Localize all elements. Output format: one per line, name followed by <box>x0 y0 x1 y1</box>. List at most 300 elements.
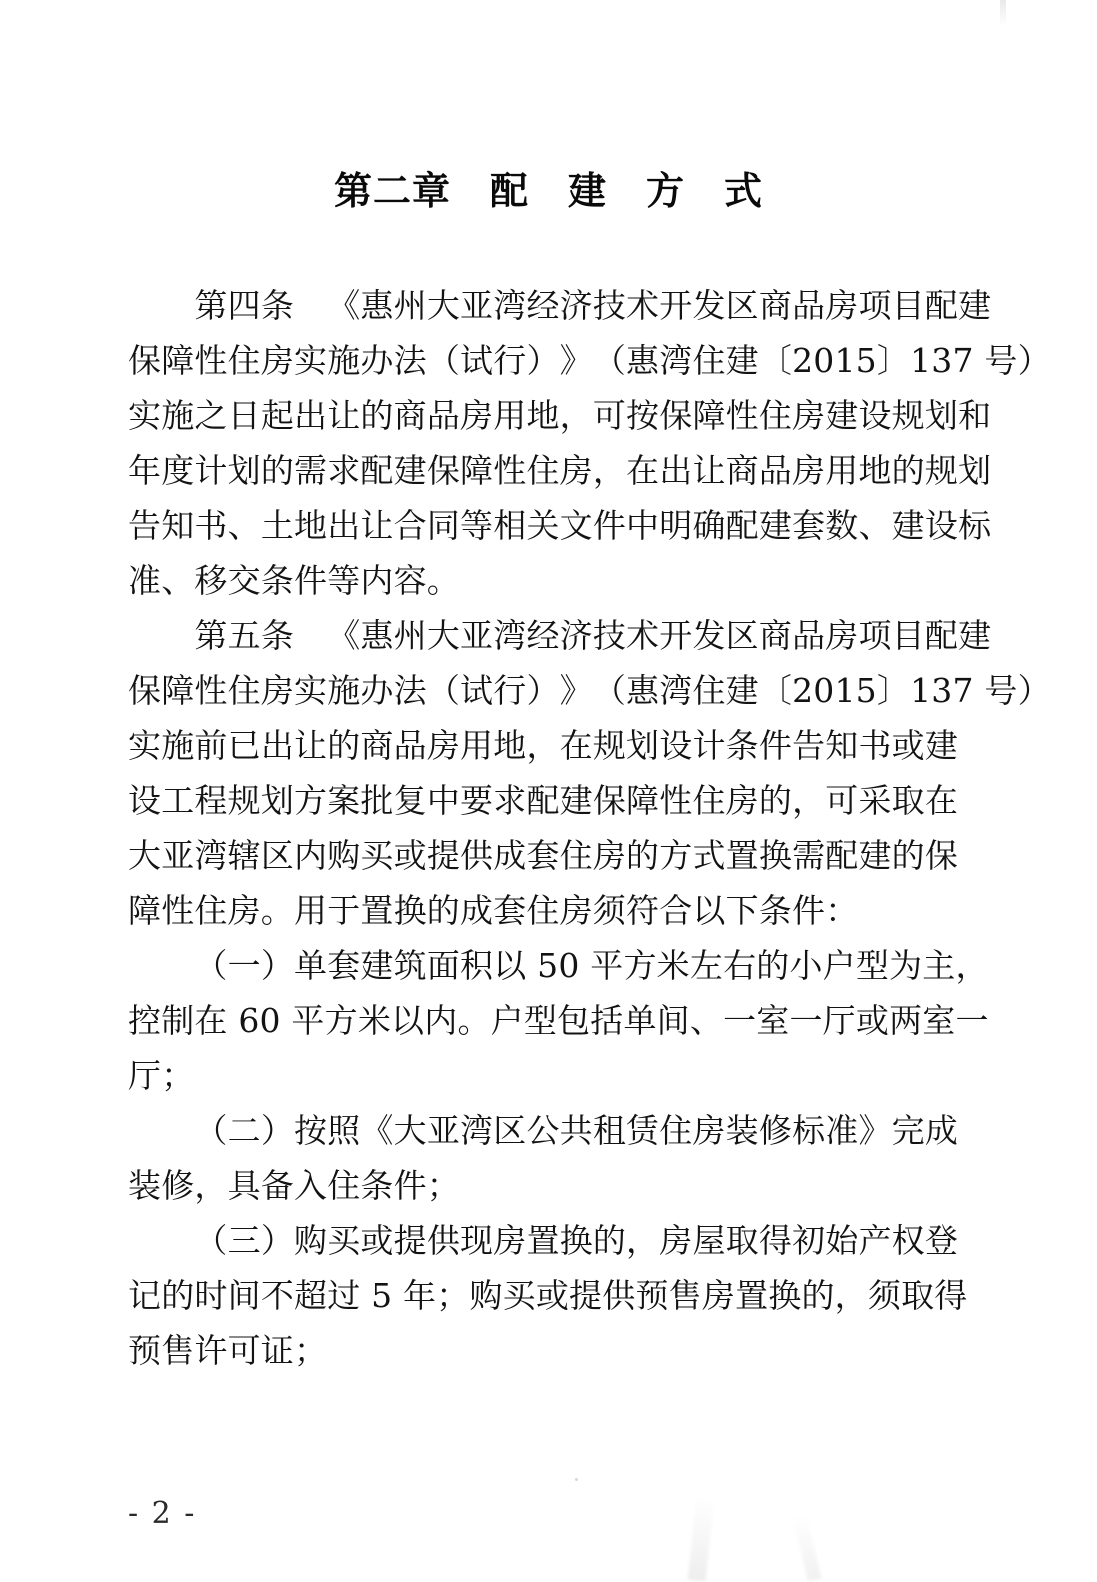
glyph: 、 <box>689 1001 724 1040</box>
glyph: 的 <box>801 1276 835 1315</box>
glyph: 障 <box>460 451 494 490</box>
glyph: 划 <box>924 396 959 435</box>
glyph: 〔 <box>758 671 793 710</box>
glyph: 配 <box>725 506 759 545</box>
glyph: 计 <box>692 726 726 765</box>
glyph: ） <box>1017 341 1051 380</box>
glyph: 确 <box>692 506 726 545</box>
glyph: 建 <box>858 836 892 875</box>
glyph: 供 <box>426 1221 461 1260</box>
glyph: 大 <box>393 1111 427 1150</box>
glyph: 障 <box>161 671 195 710</box>
glyph: 第 <box>194 286 228 325</box>
glyph: 惠 <box>360 286 394 325</box>
glyph: ， <box>792 781 826 820</box>
glyph: 提 <box>569 1276 603 1315</box>
glyph: 房 <box>426 726 461 765</box>
glyph: 1 <box>834 341 856 380</box>
glyph: ） <box>260 1111 295 1150</box>
glyph: ， <box>592 451 627 490</box>
glyph: 住 <box>692 781 726 820</box>
glyph: 品 <box>792 616 826 655</box>
glyph: 性 <box>725 396 759 435</box>
glyph: 度 <box>161 451 195 490</box>
glyph: 行 <box>493 671 527 710</box>
glyph <box>228 993 239 1048</box>
glyph: 》 <box>559 671 593 710</box>
glyph: 用 <box>460 726 494 765</box>
glyph: 的 <box>891 836 925 875</box>
glyph: 辖 <box>227 836 261 875</box>
glyph: 实 <box>128 726 162 765</box>
glyph: 规 <box>891 396 925 435</box>
glyph: 按 <box>294 1111 328 1150</box>
glyph: 保 <box>128 341 162 380</box>
glyph: 区 <box>725 616 759 655</box>
glyph: 〔 <box>758 341 793 380</box>
document-body <box>128 278 1051 1378</box>
glyph: 规 <box>227 781 261 820</box>
glyph <box>161 278 194 333</box>
glyph: 实 <box>294 341 328 380</box>
glyph: 区 <box>260 836 295 875</box>
glyph: 已 <box>227 726 261 765</box>
glyph: 建 <box>891 506 925 545</box>
glyph: 性 <box>194 341 228 380</box>
glyph: 在 <box>924 781 959 820</box>
body-line <box>128 938 989 993</box>
scan-artifact-fold-right <box>792 1514 822 1581</box>
glyph: 件 <box>592 506 627 545</box>
glyph <box>294 608 327 663</box>
glyph: （ <box>592 341 627 380</box>
glyph: 的 <box>626 836 660 875</box>
glyph: 提 <box>393 1221 427 1260</box>
glyph: 右 <box>723 946 757 985</box>
glyph: 第 <box>194 616 228 655</box>
glyph: 为 <box>889 946 923 985</box>
glyph: 之 <box>194 396 228 435</box>
glyph: 关 <box>526 506 560 545</box>
glyph: 土 <box>260 506 295 545</box>
glyph: 房 <box>701 1276 736 1315</box>
glyph: 提 <box>426 836 461 875</box>
glyph: 套 <box>526 836 560 875</box>
glyph: 区 <box>493 1111 527 1150</box>
glyph: 配 <box>526 781 560 820</box>
glyph: 一 <box>227 946 261 985</box>
glyph: 》 <box>858 1111 892 1150</box>
glyph: 品 <box>758 451 793 490</box>
glyph: 湾 <box>194 836 228 875</box>
glyph: 住 <box>559 836 593 875</box>
glyph: 须 <box>867 1276 902 1315</box>
glyph: 让 <box>360 506 394 545</box>
glyph: 州 <box>393 616 427 655</box>
glyph: 同 <box>426 506 461 545</box>
glyph: 湾 <box>659 341 693 380</box>
glyph: 发 <box>692 286 726 325</box>
glyph: 划 <box>260 781 295 820</box>
glyph: 配 <box>924 616 959 655</box>
glyph: 租 <box>592 1111 627 1150</box>
glyph: 经 <box>526 286 560 325</box>
glyph: 等 <box>460 506 494 545</box>
glyph: 3 <box>931 671 953 710</box>
glyph <box>281 993 292 1048</box>
glyph: 户 <box>490 1001 524 1040</box>
glyph: 设 <box>924 506 959 545</box>
glyph: 得 <box>758 1221 793 1260</box>
glyph: 实 <box>128 396 162 435</box>
glyph: 济 <box>559 616 593 655</box>
glyph: 试 <box>460 341 494 380</box>
glyph: 的 <box>756 946 790 985</box>
glyph: 单 <box>623 1001 657 1040</box>
glyph: 制 <box>161 1001 195 1040</box>
glyph: 面 <box>426 946 461 985</box>
glyph: 间 <box>656 1001 690 1040</box>
glyph: 住 <box>526 451 560 490</box>
glyph: 施 <box>327 341 361 380</box>
glyph: 置 <box>526 1221 560 1260</box>
glyph: 行 <box>493 341 527 380</box>
glyph: 品 <box>792 286 826 325</box>
glyph: 0 <box>813 341 835 380</box>
glyph: 建 <box>559 781 593 820</box>
glyph: 〕 <box>876 341 911 380</box>
glyph: 现 <box>460 1221 494 1260</box>
glyph: 准 <box>825 1111 859 1150</box>
glyph: 0 <box>558 946 580 985</box>
glyph: 商 <box>725 451 759 490</box>
glyph <box>526 938 537 993</box>
glyph: 房 <box>825 286 859 325</box>
glyph: 保 <box>426 451 461 490</box>
glyph: 买 <box>502 1276 536 1315</box>
scan-artifact-top-edge <box>1000 0 1006 26</box>
glyph: 房 <box>493 1221 527 1260</box>
glyph <box>128 1103 161 1158</box>
glyph: 建 <box>725 341 759 380</box>
glyph: 商 <box>393 396 427 435</box>
glyph: （ <box>592 671 627 710</box>
glyph: 不 <box>260 1276 295 1315</box>
glyph: 。 <box>457 1001 491 1040</box>
glyph: 套 <box>327 946 361 985</box>
glyph: 记 <box>128 1276 162 1315</box>
body-line <box>128 443 992 498</box>
glyph: 年 <box>403 1276 437 1315</box>
glyph: 障 <box>692 396 726 435</box>
glyph: 取 <box>901 1276 935 1315</box>
glyph: ， <box>626 1221 660 1260</box>
glyph: 性 <box>493 451 527 490</box>
glyph: 房 <box>792 451 826 490</box>
glyph: 地 <box>526 396 560 435</box>
glyph: 惠 <box>360 616 394 655</box>
glyph: （ <box>426 671 461 710</box>
glyph: 性 <box>659 781 693 820</box>
glyph: 号 <box>984 341 1018 380</box>
glyph: 施 <box>327 671 361 710</box>
glyph: 式 <box>692 836 726 875</box>
glyph: 技 <box>592 616 627 655</box>
glyph: 标 <box>958 506 992 545</box>
glyph: 出 <box>659 451 693 490</box>
glyph: 得 <box>934 1276 968 1315</box>
glyph <box>294 278 327 333</box>
glyph: 售 <box>668 1276 702 1315</box>
glyph: 需 <box>294 451 328 490</box>
glyph: 商 <box>758 616 793 655</box>
glyph: 前 <box>194 726 228 765</box>
glyph: 置 <box>725 836 759 875</box>
glyph: 告 <box>128 506 162 545</box>
glyph: 商 <box>758 286 793 325</box>
glyph: 始 <box>825 1221 859 1260</box>
glyph: 用 <box>825 451 859 490</box>
glyph: 购 <box>294 1221 328 1260</box>
glyph: （ <box>194 946 228 985</box>
glyph: 施 <box>161 726 195 765</box>
scan-artifact-fold-left <box>688 1496 715 1581</box>
glyph: 告 <box>792 726 826 765</box>
glyph: 年 <box>128 451 162 490</box>
glyph: 品 <box>426 396 461 435</box>
glyph: 过 <box>327 1276 361 1315</box>
glyph: 方 <box>294 781 328 820</box>
glyph: 的 <box>360 396 394 435</box>
glyph: 室 <box>922 1001 956 1040</box>
glyph <box>360 1268 371 1323</box>
body-line <box>128 773 958 828</box>
glyph: 规 <box>592 726 627 765</box>
glyph: 保 <box>659 396 693 435</box>
glyph <box>128 608 161 663</box>
glyph: 照 <box>327 1111 361 1150</box>
glyph: 《 <box>327 286 361 325</box>
body-line: 厅； <box>128 1056 195 1095</box>
glyph: 让 <box>327 396 361 435</box>
body-line <box>128 498 992 553</box>
glyph: 购 <box>469 1276 503 1315</box>
glyph: 建 <box>393 451 427 490</box>
glyph: 房 <box>592 836 627 875</box>
glyph: 划 <box>227 451 261 490</box>
glyph: 目 <box>891 616 925 655</box>
glyph: 开 <box>659 286 693 325</box>
glyph: ， <box>834 1276 868 1315</box>
glyph: 程 <box>194 781 228 820</box>
glyph: 二 <box>227 1111 261 1150</box>
glyph: ， <box>526 726 560 765</box>
glyph: 性 <box>194 671 228 710</box>
glyph: 1 <box>834 671 856 710</box>
body-line <box>128 1213 958 1268</box>
glyph: 区 <box>725 286 759 325</box>
glyph: 型 <box>855 946 890 985</box>
glyph: 5 <box>537 946 559 985</box>
glyph: 7 <box>952 671 974 710</box>
glyph <box>161 1103 194 1158</box>
glyph: 1 <box>910 341 932 380</box>
glyph: 法 <box>393 341 427 380</box>
glyph: 米 <box>357 1001 392 1040</box>
glyph: 户 <box>822 946 856 985</box>
glyph <box>974 333 985 388</box>
glyph: 积 <box>460 946 494 985</box>
glyph: 大 <box>128 836 162 875</box>
glyph: 间 <box>227 1276 261 1315</box>
glyph: 括 <box>590 1001 624 1040</box>
glyph: 室 <box>756 1001 790 1040</box>
glyph: 亚 <box>460 286 494 325</box>
glyph: 相 <box>493 506 527 545</box>
glyph: 厅 <box>822 1001 856 1040</box>
glyph: 项 <box>858 286 892 325</box>
body-line <box>128 1103 958 1158</box>
glyph: 住 <box>692 341 726 380</box>
glyph: （ <box>194 1111 228 1150</box>
glyph: 采 <box>858 781 892 820</box>
glyph: 预 <box>635 1276 669 1315</box>
glyph: 一 <box>789 1001 823 1040</box>
glyph: 方 <box>659 836 693 875</box>
glyph: 大 <box>426 286 461 325</box>
glyph: ； <box>436 1276 470 1315</box>
glyph: 商 <box>360 726 394 765</box>
glyph: 内 <box>424 1001 458 1040</box>
glyph: 书 <box>194 506 228 545</box>
glyph: 的 <box>758 781 793 820</box>
glyph: 施 <box>161 396 195 435</box>
glyph: 法 <box>393 671 427 710</box>
glyph: 让 <box>294 726 328 765</box>
glyph: 房 <box>825 616 859 655</box>
glyph: 出 <box>327 506 361 545</box>
glyph: 办 <box>360 341 394 380</box>
glyph: ） <box>526 341 560 380</box>
glyph: 的 <box>327 726 361 765</box>
glyph <box>128 1213 161 1268</box>
glyph: 计 <box>194 451 228 490</box>
glyph: 项 <box>858 616 892 655</box>
glyph: 在 <box>559 726 593 765</box>
glyph: 供 <box>460 836 494 875</box>
glyph: 住 <box>659 1111 693 1150</box>
glyph: 障 <box>161 341 195 380</box>
glyph: 买 <box>360 836 394 875</box>
glyph: 州 <box>393 286 427 325</box>
glyph: 建 <box>725 671 759 710</box>
glyph <box>128 938 161 993</box>
glyph: 知 <box>825 726 859 765</box>
glyph: 房 <box>692 1111 726 1150</box>
glyph: 或 <box>891 726 925 765</box>
glyph: 以 <box>391 1001 425 1040</box>
glyph: 或 <box>393 836 427 875</box>
glyph: 两 <box>889 1001 923 1040</box>
glyph: 实 <box>294 671 328 710</box>
glyph: 条 <box>260 616 295 655</box>
glyph: 房 <box>260 671 295 710</box>
glyph: 以 <box>493 946 527 985</box>
glyph: 3 <box>931 341 953 380</box>
glyph: 共 <box>559 1111 593 1150</box>
glyph: 装 <box>725 1111 759 1150</box>
glyph: 目 <box>891 286 925 325</box>
glyph: 济 <box>559 286 593 325</box>
glyph: 中 <box>426 781 461 820</box>
glyph: 配 <box>825 836 859 875</box>
glyph: 按 <box>626 396 660 435</box>
glyph: 的 <box>592 1221 627 1260</box>
glyph: 方 <box>324 1001 358 1040</box>
glyph: 5 <box>855 671 877 710</box>
glyph: 建 <box>924 726 959 765</box>
body-line: 准、移交条件等内容。 <box>128 561 460 600</box>
body-line <box>128 388 992 443</box>
glyph: 建 <box>360 946 394 985</box>
body-line <box>128 333 1051 388</box>
glyph: 障 <box>626 781 660 820</box>
glyph: 购 <box>327 836 361 875</box>
glyph <box>580 938 591 993</box>
glyph: 包 <box>557 1001 591 1040</box>
glyph: 亚 <box>460 616 494 655</box>
glyph: 建 <box>758 506 793 545</box>
glyph: 保 <box>924 836 959 875</box>
glyph: ， <box>559 396 593 435</box>
glyph: 产 <box>858 1221 892 1260</box>
glyph: 明 <box>659 506 693 545</box>
glyph <box>392 1268 403 1323</box>
glyph: 四 <box>227 286 261 325</box>
glyph: 换 <box>758 836 793 875</box>
glyph: 7 <box>952 341 974 380</box>
glyph: 五 <box>227 616 261 655</box>
glyph: 划 <box>626 726 660 765</box>
glyph: 在 <box>626 451 660 490</box>
glyph: 建 <box>825 396 859 435</box>
glyph: 时 <box>194 1276 228 1315</box>
glyph: 湾 <box>493 286 527 325</box>
glyph: 试 <box>460 671 494 710</box>
glyph: 知 <box>161 506 195 545</box>
glyph: 的 <box>260 451 295 490</box>
glyph: 求 <box>493 781 527 820</box>
glyph: 方 <box>623 946 657 985</box>
glyph: 《 <box>327 616 361 655</box>
glyph: 湾 <box>659 671 693 710</box>
glyph: 1 <box>910 671 932 710</box>
glyph: 惠 <box>626 341 660 380</box>
glyph: 平 <box>291 1001 325 1040</box>
glyph: 套 <box>792 506 826 545</box>
glyph: ） <box>1017 671 1051 710</box>
glyph: 房 <box>260 341 295 380</box>
glyph: 品 <box>393 726 427 765</box>
glyph: 要 <box>460 781 494 820</box>
glyph: 亚 <box>426 1111 461 1150</box>
glyph: 2 <box>792 341 814 380</box>
glyph: 出 <box>294 396 328 435</box>
glyph: 或 <box>855 1001 890 1040</box>
glyph: 或 <box>360 1221 394 1260</box>
glyph: 控 <box>128 1001 162 1040</box>
glyph: 设 <box>128 781 162 820</box>
